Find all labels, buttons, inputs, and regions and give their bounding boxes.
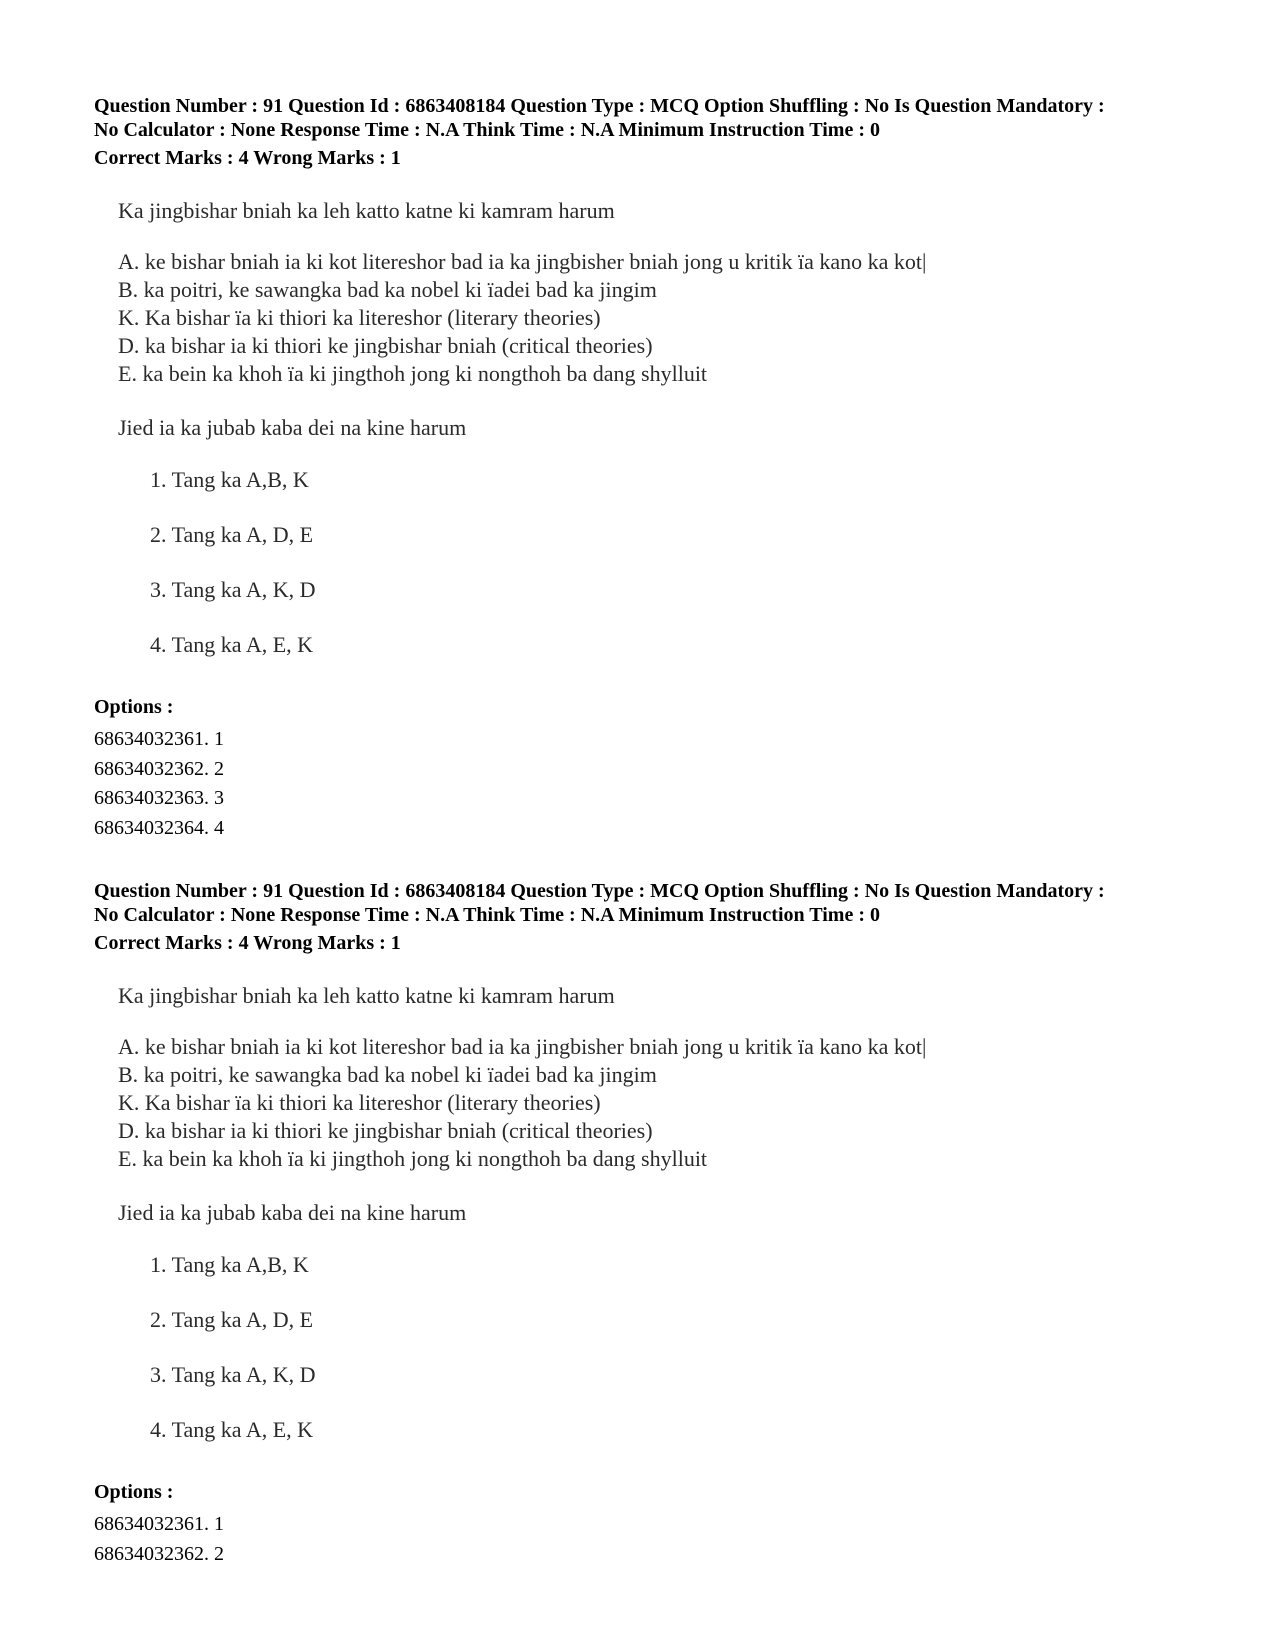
options-label: Options : (94, 1481, 174, 1503)
question-stem: Ka jingbishar bniah ka leh katto katne ki kamram harum (118, 983, 615, 1008)
options-label: Options : (94, 696, 174, 718)
option-item: 68634032361. 1 (94, 728, 224, 750)
option-item: 68634032364. 4 (94, 816, 224, 839)
question-meta-line-2: No Calculator : None Response Time : N.A Think Time : N.A Minimum Instruction Time : 0 (94, 904, 880, 926)
answer-choice-2: 2. Tang ka A, D, E (150, 522, 314, 547)
option-item: 68634032362. 2 (94, 1542, 224, 1565)
statement-a: A. ke bishar bniah ia ki kot litereshor bad ia ka jingbisher bniah jong u kritik ïa kano ka kot| (118, 1034, 927, 1059)
option-item: 68634032361. 1 (94, 1513, 224, 1535)
answer-choice-4: 4. Tang ka A, E, K (150, 1417, 314, 1442)
statement-e: E. ka bein ka khoh ïa ki jingthoh jong ki nongthoh ba dang shylluit (118, 361, 708, 386)
answer-choice-4: 4. Tang ka A, E, K (150, 632, 314, 657)
statement-a: A. ke bishar bniah ia ki kot litereshor bad ia ka jingbisher bniah jong u kritik ïa kano ka kot| (118, 249, 927, 274)
options-list (94, 1510, 224, 1569)
question-instruction: Jied ia ka jubab kaba dei na kine harum (118, 415, 467, 440)
answer-choice-3: 3. Tang ka A, K, D (150, 577, 316, 602)
statement-list (118, 1033, 926, 1173)
statement-b: B. ka poitri, ke sawangka bad ka nobel ki ïadei bad ka jingim (118, 277, 657, 302)
question-meta-line-1: Question Number : 91 Question Id : 6863408184 Question Type : MCQ Option Shuffling : No Is Question Mandatory : (94, 95, 1105, 117)
answer-choices (150, 466, 315, 686)
option-item: 68634032362. 2 (94, 757, 224, 780)
question-marks: Correct Marks : 4 Wrong Marks : 1 (94, 147, 401, 169)
statement-b: B. ka poitri, ke sawangka bad ka nobel ki ïadei bad ka jingim (118, 1062, 657, 1087)
option-item: 68634032363. 3 (94, 787, 224, 809)
answer-choice-2: 2. Tang ka A, D, E (150, 1307, 314, 1332)
statement-k: K. Ka bishar ïa ki thiori ka litereshor (literary theories) (118, 305, 601, 330)
answer-choice-3: 3. Tang ka A, K, D (150, 1362, 316, 1387)
statement-k: K. Ka bishar ïa ki thiori ka litereshor (literary theories) (118, 1090, 601, 1115)
statement-d: D. ka bishar ia ki thiori ke jingbishar bniah (critical theories) (118, 1118, 653, 1143)
statement-list (118, 248, 926, 388)
question-meta-line-1: Question Number : 91 Question Id : 6863408184 Question Type : MCQ Option Shuffling : No Is Question Mandatory : (94, 880, 1105, 902)
answer-choice-1: 1. Tang ka A,B, K (150, 467, 309, 492)
options-list (94, 725, 224, 843)
question-instruction: Jied ia ka jubab kaba dei na kine harum (118, 1200, 467, 1225)
question-meta-line-2: No Calculator : None Response Time : N.A Think Time : N.A Minimum Instruction Time : 0 (94, 119, 880, 141)
answer-choices (150, 1251, 315, 1471)
question-stem: Ka jingbishar bniah ka leh katto katne ki kamram harum (118, 198, 615, 223)
question-marks: Correct Marks : 4 Wrong Marks : 1 (94, 932, 401, 954)
statement-e: E. ka bein ka khoh ïa ki jingthoh jong ki nongthoh ba dang shylluit (118, 1146, 708, 1171)
statement-d: D. ka bishar ia ki thiori ke jingbishar bniah (critical theories) (118, 333, 653, 358)
answer-choice-1: 1. Tang ka A,B, K (150, 1252, 309, 1277)
